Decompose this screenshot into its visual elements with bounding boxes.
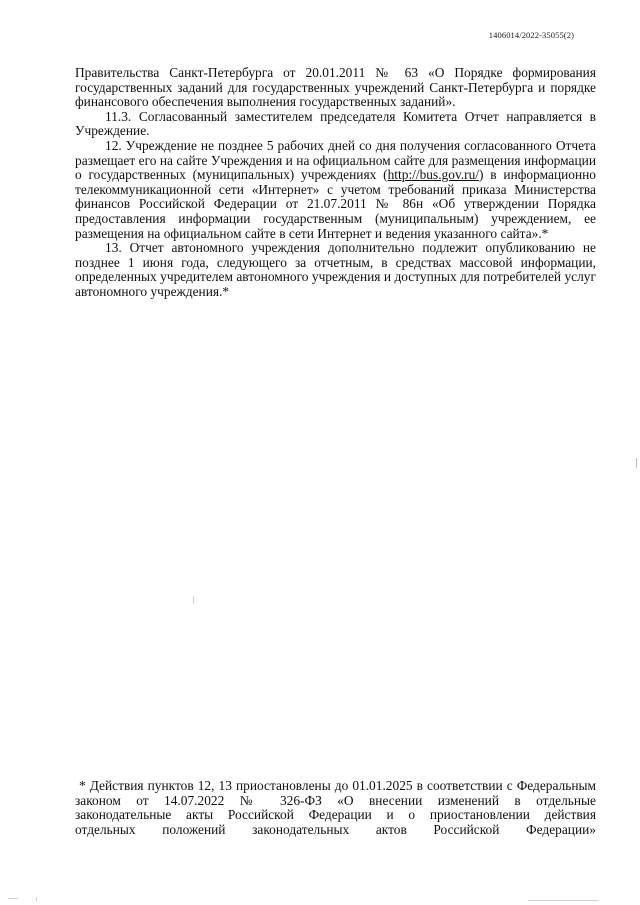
scan-artifact-mark <box>36 897 37 901</box>
footnote-line: законом от 14.07.2022 № 326-ФЗ «О внесении изменений в отдельные <box>75 792 596 808</box>
bus-gov-link[interactable]: http://bus.gov.ru/ <box>387 167 479 183</box>
scan-artifact-mark <box>528 900 598 901</box>
paragraph-13: 13. Отчет автономного учреждения дополнительно подлежит опубликованию не позднее 1 июня года, следующего за отчетным, в средствах массовой информации, определенных учредителем автономного учреждения и доступных для потребителей услуг автономного учреждения.* <box>75 240 596 299</box>
paragraph-12-text-before-link: 12. Учреждение не позднее 5 рабочих дней со дня получения согласованного Отчета размещает его на сайте Учреждения и на официальном сайте для размещения информации о государственных (муниципальных) учреждениях ( <box>75 137 596 183</box>
paragraph-12 <box>75 139 596 241</box>
footnote-line: отдельных положений законодательных актов Российской Федерации» <box>75 821 596 837</box>
document-registration-number: 1406014/2022-35055(2) <box>488 30 574 40</box>
footnote-line: законодательные акты Российской Федерации и о приостановлении действия <box>75 807 596 823</box>
scan-artifact-mark <box>193 596 194 604</box>
scan-artifact-mark <box>8 898 18 899</box>
document-body <box>75 66 596 300</box>
scan-artifact-mark <box>636 458 637 468</box>
footnote-line: * Действия пунктов 12, 13 приостановлены до 01.01.2025 в соответствии с Федеральным <box>79 778 596 793</box>
paragraph-11-3: 11.3. Согласованный заместителем председателя Комитета Отчет направляется в Учреждение. <box>75 108 596 139</box>
paragraph-resolution-continuation: Правительства Санкт-Петербурга от 20.01.2011 № 63 «О Порядке формирования государственных заданий для государственных учреждений Санкт-Петербурга и порядке финансового обеспечения выполнения государственных заданий». <box>75 65 596 110</box>
paragraph-12-text-after-link: ) в информационно телекоммуникационной сети «Интернет» с учетом требований приказа Министерства финансов Российской Федерации от 21.07.2011 № 86н «Об утверждении Порядка предоставления информации государственным (муниципальным) учреждением, ее размещения на официальном сайте в сети Интернет и ведения указанного сайта».* <box>75 167 597 241</box>
footnote <box>75 779 596 837</box>
